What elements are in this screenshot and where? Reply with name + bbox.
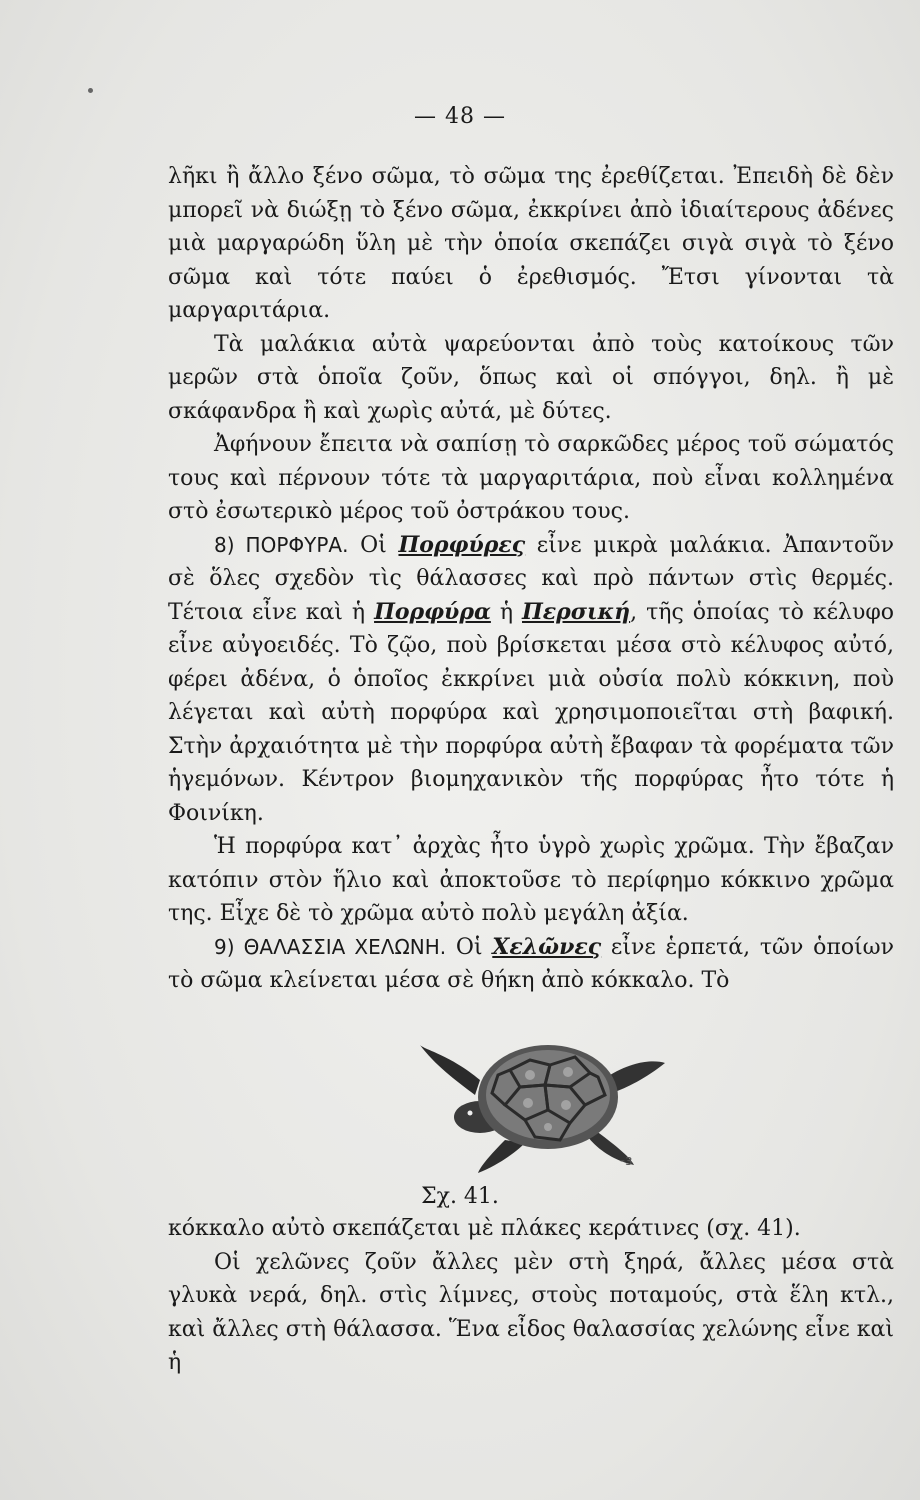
term-porfyra: Πορφύρα — [374, 598, 491, 625]
paragraph-pearl-fishing: Τὰ μαλάκια αὐτὰ ψαρεύονται ἀπὸ τοὺς κατοίκους τῶν μερῶν στὰ ὁποῖα ζοῦν, ὅπως καὶ οἱ σπόγγοι, δηλ. ἢ μὲ σκάφανδρα ἢ καὶ χωρὶς αὐτά, μὲ δύτες. — [168, 331, 894, 424]
main-text-top — [168, 160, 894, 998]
section-heading-porphyra: 8) ΠΟΡΦΥΡΑ. — [214, 532, 349, 557]
text-run: εἶνε ἑρπετά, τῶν ὁποίων τὸ σῶμα κλείνεται μέσα σὲ θήκη ἀπὸ κόκκαλο. Τὸ — [168, 934, 894, 993]
text-run: ἡ — [490, 599, 523, 625]
svg-text:-ɜ: -ɜ — [620, 1153, 633, 1169]
text-run: Οἱ — [348, 532, 399, 558]
figure-caption: Σχ. 41. — [421, 1184, 499, 1209]
paragraph-porphyra — [168, 529, 894, 831]
main-text-bottom — [168, 1212, 894, 1380]
term-persiki: Περσική — [522, 598, 631, 625]
section-heading-sea-turtle: 9) ΘΑΛΑΣΣΙΑ ΧΕΛΩΝΗ. — [214, 934, 447, 959]
paragraph-turtle-habitats: Οἱ χελῶνες ζοῦν ἄλλες μὲν στὴ ξηρά, ἄλλες μέσα στὰ γλυκὰ νερά, δηλ. στὶς λίμνες, στοὺς ποταμούς, στὰ ἕλη κτλ., καὶ ἄλλες στὴ θάλασσα. Ἕνα εἶδος θαλασσίας χελώνης εἶνε καὶ ἡ — [168, 1249, 894, 1375]
paragraph-pearl-extraction: Ἀφήνουν ἔπειτα νὰ σαπίσῃ τὸ σαρκῶδες μέρος τοῦ σώματός τους καὶ πέρνουν τότε τὰ μαργαριτάρια, ποὺ εἶναι κολλημένα στὸ ἐσωτερικὸ μέρος τοῦ ὀστράκου τους. — [168, 432, 894, 524]
text-run: Οἱ — [446, 934, 493, 960]
page-number: — 48 — — [414, 104, 506, 129]
term-porfyres: Πορφύρες — [398, 531, 526, 558]
paragraph-sea-turtle — [168, 931, 894, 998]
sea-turtle-illustration — [420, 1025, 670, 1175]
text-run: , τῆς ὁποίας τὸ κέλυφο εἶνε αὐγοειδές. Τὸ ζῷο, ποὺ βρίσκεται μέσα στὸ κέλυφος αὐτό, φέρει ἀδένα, ὁ ὁποῖος ἐκκρίνει μιὰ οὐσία πολὺ κόκκινη, ποὺ λέγεται καὶ αὐτὴ πορφύρα καὶ χρησιμοποιεῖται στὴ βαφική. Στὴν ἀρχαιότητα μὲ τὴν πορφύρα αὐτὴ ἔβαφαν τὰ φορέματα τῶν ἡγεμόνων. Κέντρον βιομηχανικὸν τῆς πορφύρας ἦτο τότε ἡ Φοινίκη. — [168, 599, 894, 826]
paragraph-pearls-continued: λῆκι ἢ ἄλλο ξένο σῶμα, τὸ σῶμα της ἐρεθίζεται. Ἐπειδὴ δὲ δὲν μπορεῖ νὰ διώξῃ τὸ ξένο σῶμα, ἐκκρίνει ἀπὸ ἰδιαίτερους ἀδένες μιὰ μαργαρώδη ὕλη μὲ τὴν ὁποία σκεπάζει σιγὰ σιγὰ τὸ ξένο σῶμα καὶ τότε παύει ὁ ἐρεθισμός. Ἔτσι γίνονται τὰ μαργαριτάρια. — [168, 164, 894, 323]
text-run: εἶνε μικρὰ μαλάκια. Ἀπαντοῦν σὲ ὅλες σχεδὸν τὶς θάλασσες καὶ πρὸ πάντων στὶς θερμές. Τέτοια εἶνε καὶ ἡ — [168, 532, 894, 625]
paragraph-shell-plates: κόκκαλο αὐτὸ σκεπάζεται μὲ πλάκες κεράτινες (σχ. 41). — [168, 1216, 801, 1241]
paragraph-porphyra-color: Ἡ πορφύρα κατ᾽ ἀρχὰς ἦτο ὑγρὸ χωρὶς χρῶμα. Τὴν ἔβαζαν κατόπιν στὸν ἥλιο καὶ ἀποκτοῦσε τὸ περίφημο κόκκινο χρῶμα της. Εἶχε δὲ τὸ χρῶμα αὐτὸ πολὺ μεγάλη ἀξία. — [168, 834, 894, 926]
term-chelones: Χελῶνες — [492, 933, 602, 960]
print-speck — [88, 88, 93, 93]
